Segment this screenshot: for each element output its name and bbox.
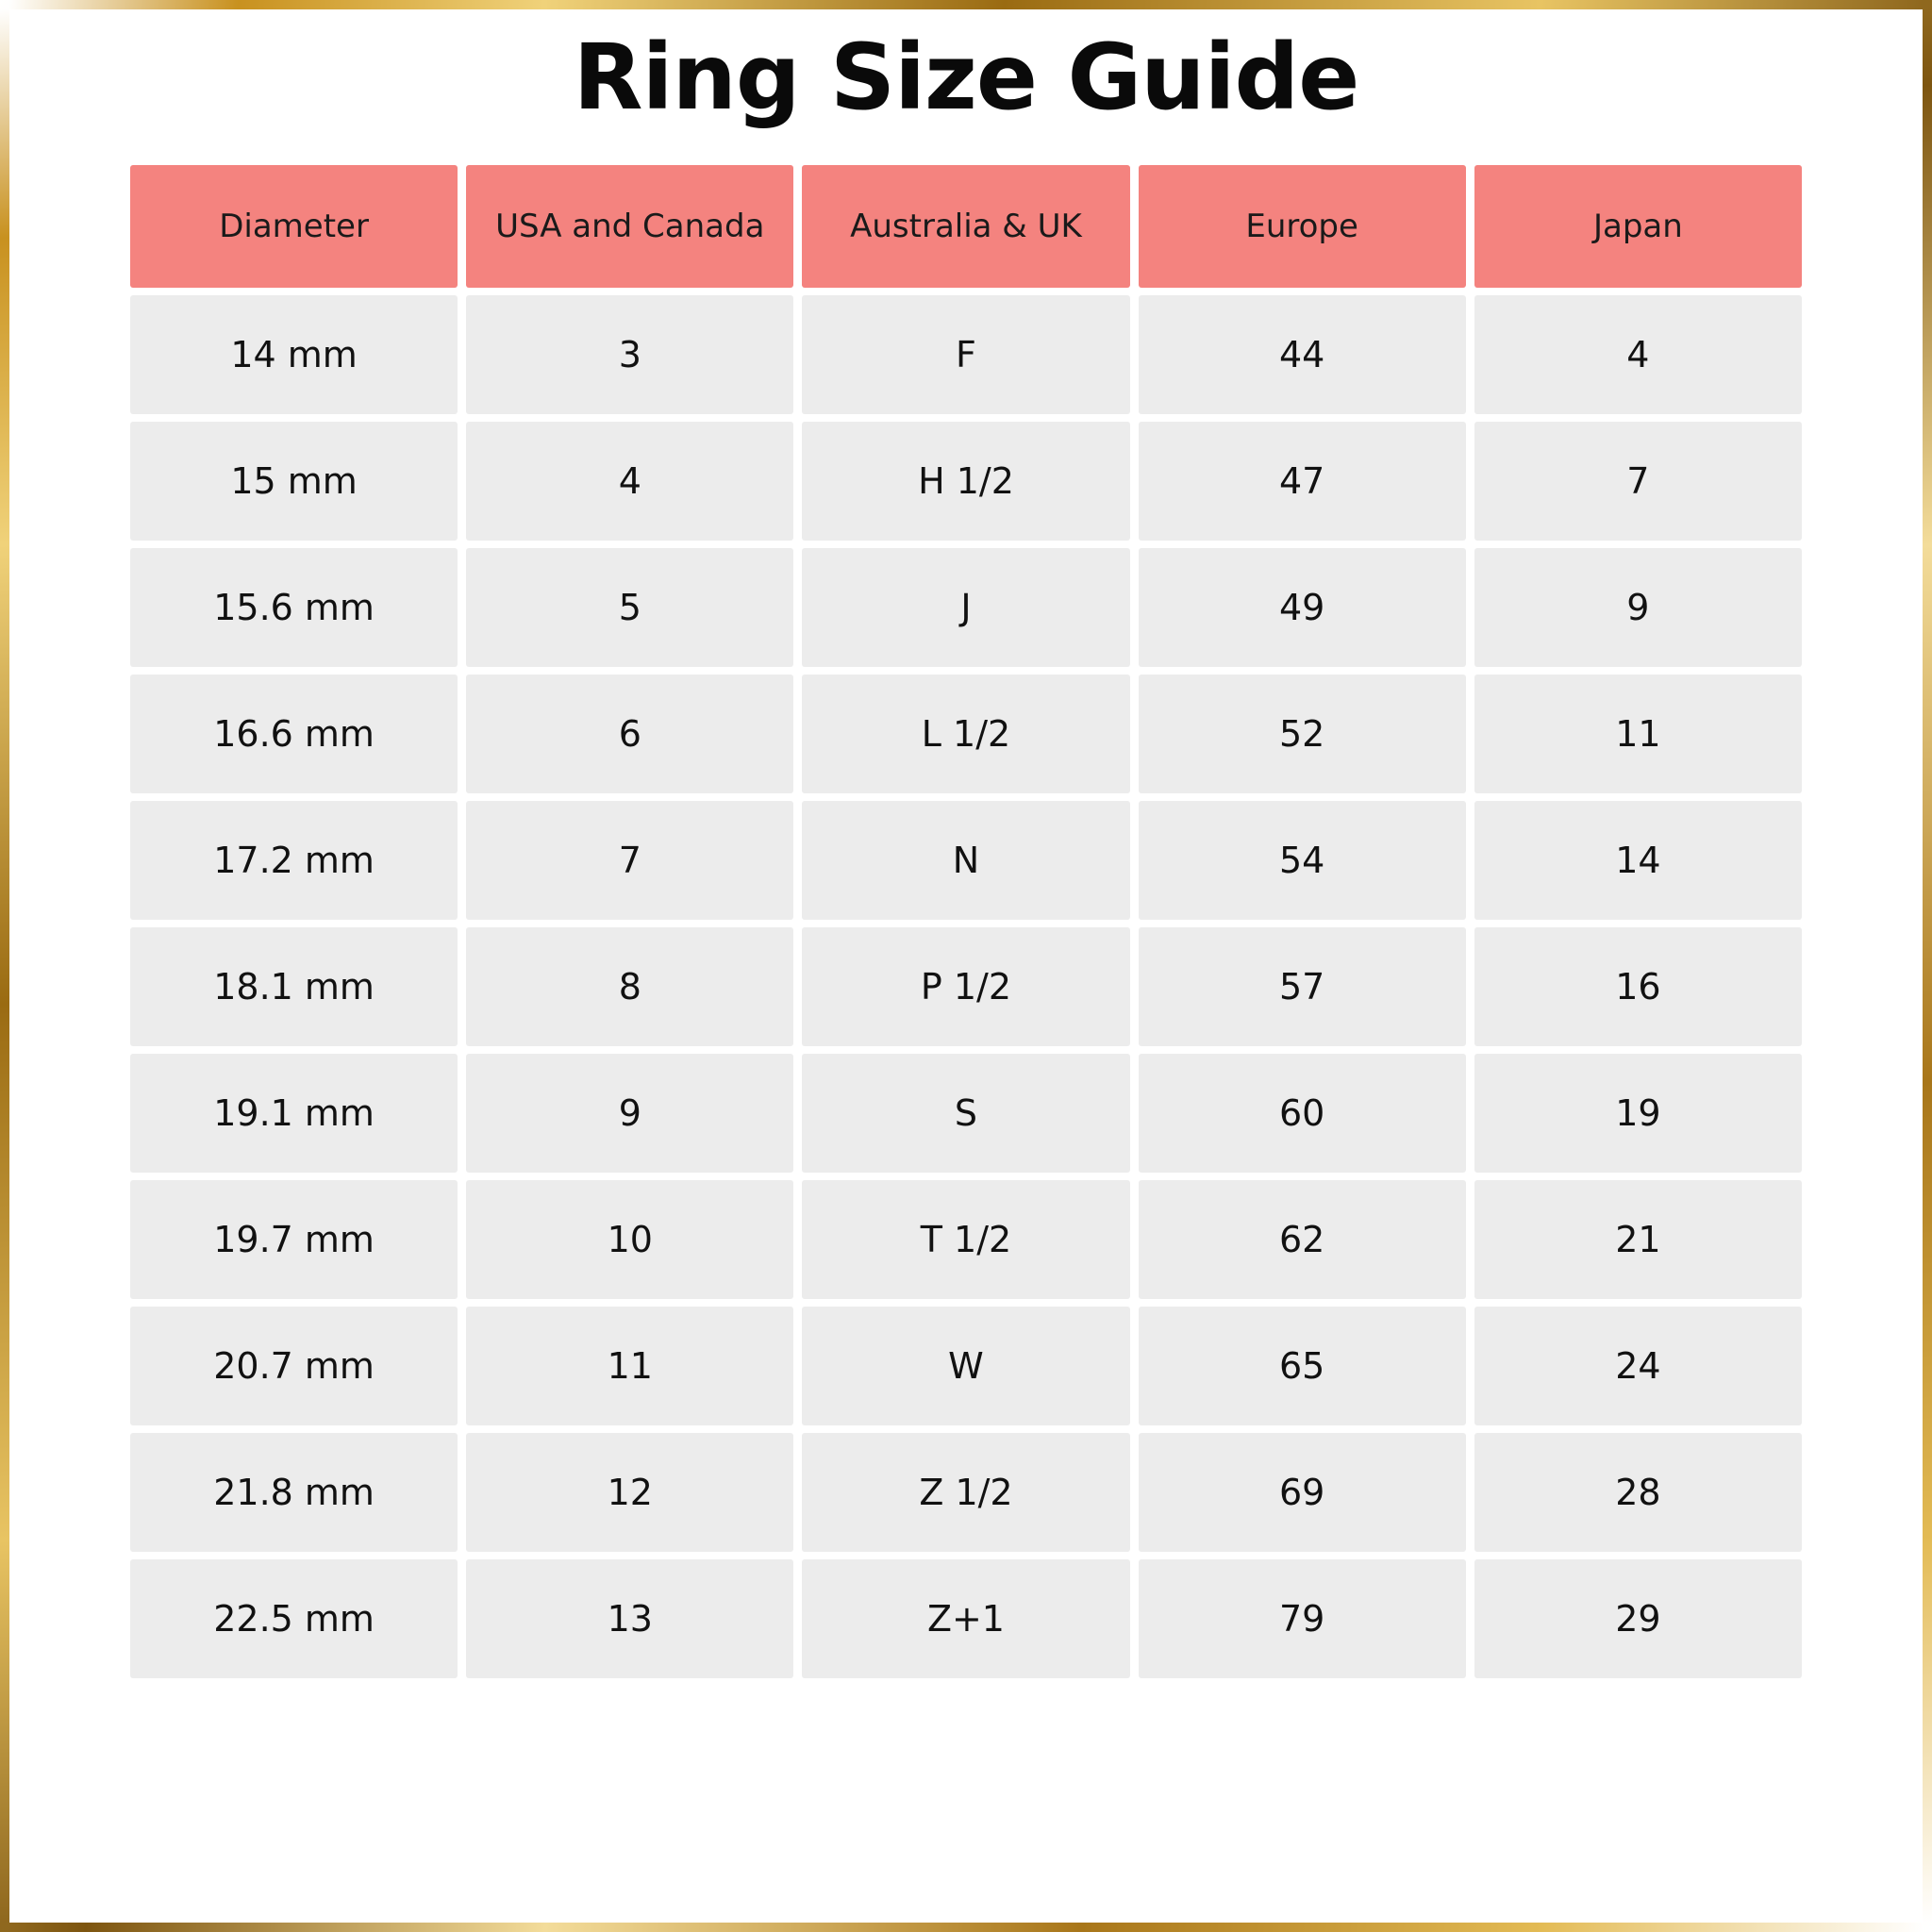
- table-row: [130, 1307, 1802, 1425]
- column-header-usa-canada: USA and Canada: [466, 165, 793, 288]
- cell-europe: 52: [1139, 675, 1466, 793]
- table-row: [130, 422, 1802, 541]
- cell-japan: 16: [1474, 927, 1802, 1046]
- cell-usa-canada: 13: [466, 1559, 793, 1678]
- table-row: [130, 1180, 1802, 1299]
- cell-diameter: 17.2 mm: [130, 801, 458, 920]
- cell-japan: 7: [1474, 422, 1802, 541]
- cell-diameter: 19.7 mm: [130, 1180, 458, 1299]
- table-row: [130, 1433, 1802, 1552]
- cell-usa-canada: 6: [466, 675, 793, 793]
- page-content: [9, 9, 1923, 1923]
- table-row: [130, 1559, 1802, 1678]
- cell-diameter: 20.7 mm: [130, 1307, 458, 1425]
- table-body: [130, 295, 1802, 1678]
- cell-usa-canada: 11: [466, 1307, 793, 1425]
- cell-usa-canada: 4: [466, 422, 793, 541]
- page-title: Ring Size Guide: [573, 25, 1359, 130]
- cell-usa-canada: 10: [466, 1180, 793, 1299]
- cell-diameter: 16.6 mm: [130, 675, 458, 793]
- cell-europe: 54: [1139, 801, 1466, 920]
- column-header-diameter: Diameter: [130, 165, 458, 288]
- cell-japan: 29: [1474, 1559, 1802, 1678]
- cell-europe: 57: [1139, 927, 1466, 1046]
- table-row: [130, 675, 1802, 793]
- cell-europe: 49: [1139, 548, 1466, 667]
- cell-diameter: 14 mm: [130, 295, 458, 414]
- cell-usa-canada: 7: [466, 801, 793, 920]
- size-table-container: [122, 158, 1810, 1686]
- cell-usa-canada: 9: [466, 1054, 793, 1173]
- cell-europe: 47: [1139, 422, 1466, 541]
- cell-diameter: 21.8 mm: [130, 1433, 458, 1552]
- table-row: [130, 801, 1802, 920]
- cell-diameter: 19.1 mm: [130, 1054, 458, 1173]
- cell-europe: 62: [1139, 1180, 1466, 1299]
- cell-australia-uk: N: [802, 801, 1129, 920]
- cell-japan: 24: [1474, 1307, 1802, 1425]
- ring-size-table: [122, 158, 1810, 1686]
- column-header-australia-uk: Australia & UK: [802, 165, 1129, 288]
- cell-australia-uk: L 1/2: [802, 675, 1129, 793]
- table-header: [130, 165, 1802, 288]
- cell-diameter: 15 mm: [130, 422, 458, 541]
- cell-europe: 65: [1139, 1307, 1466, 1425]
- cell-europe: 79: [1139, 1559, 1466, 1678]
- cell-diameter: 18.1 mm: [130, 927, 458, 1046]
- cell-usa-canada: 8: [466, 927, 793, 1046]
- cell-usa-canada: 12: [466, 1433, 793, 1552]
- cell-australia-uk: H 1/2: [802, 422, 1129, 541]
- cell-japan: 19: [1474, 1054, 1802, 1173]
- cell-japan: 9: [1474, 548, 1802, 667]
- cell-australia-uk: P 1/2: [802, 927, 1129, 1046]
- column-header-japan: Japan: [1474, 165, 1802, 288]
- cell-diameter: 15.6 mm: [130, 548, 458, 667]
- cell-australia-uk: W: [802, 1307, 1129, 1425]
- cell-japan: 28: [1474, 1433, 1802, 1552]
- cell-europe: 44: [1139, 295, 1466, 414]
- cell-australia-uk: T 1/2: [802, 1180, 1129, 1299]
- table-row: [130, 295, 1802, 414]
- table-row: [130, 927, 1802, 1046]
- cell-australia-uk: Z+1: [802, 1559, 1129, 1678]
- cell-japan: 11: [1474, 675, 1802, 793]
- column-header-europe: Europe: [1139, 165, 1466, 288]
- cell-usa-canada: 5: [466, 548, 793, 667]
- table-row: [130, 1054, 1802, 1173]
- cell-europe: 69: [1139, 1433, 1466, 1552]
- cell-australia-uk: Z 1/2: [802, 1433, 1129, 1552]
- cell-europe: 60: [1139, 1054, 1466, 1173]
- cell-australia-uk: F: [802, 295, 1129, 414]
- cell-diameter: 22.5 mm: [130, 1559, 458, 1678]
- table-header-row: [130, 165, 1802, 288]
- cell-usa-canada: 3: [466, 295, 793, 414]
- cell-japan: 14: [1474, 801, 1802, 920]
- cell-australia-uk: S: [802, 1054, 1129, 1173]
- table-row: [130, 548, 1802, 667]
- cell-japan: 21: [1474, 1180, 1802, 1299]
- cell-australia-uk: J: [802, 548, 1129, 667]
- cell-japan: 4: [1474, 295, 1802, 414]
